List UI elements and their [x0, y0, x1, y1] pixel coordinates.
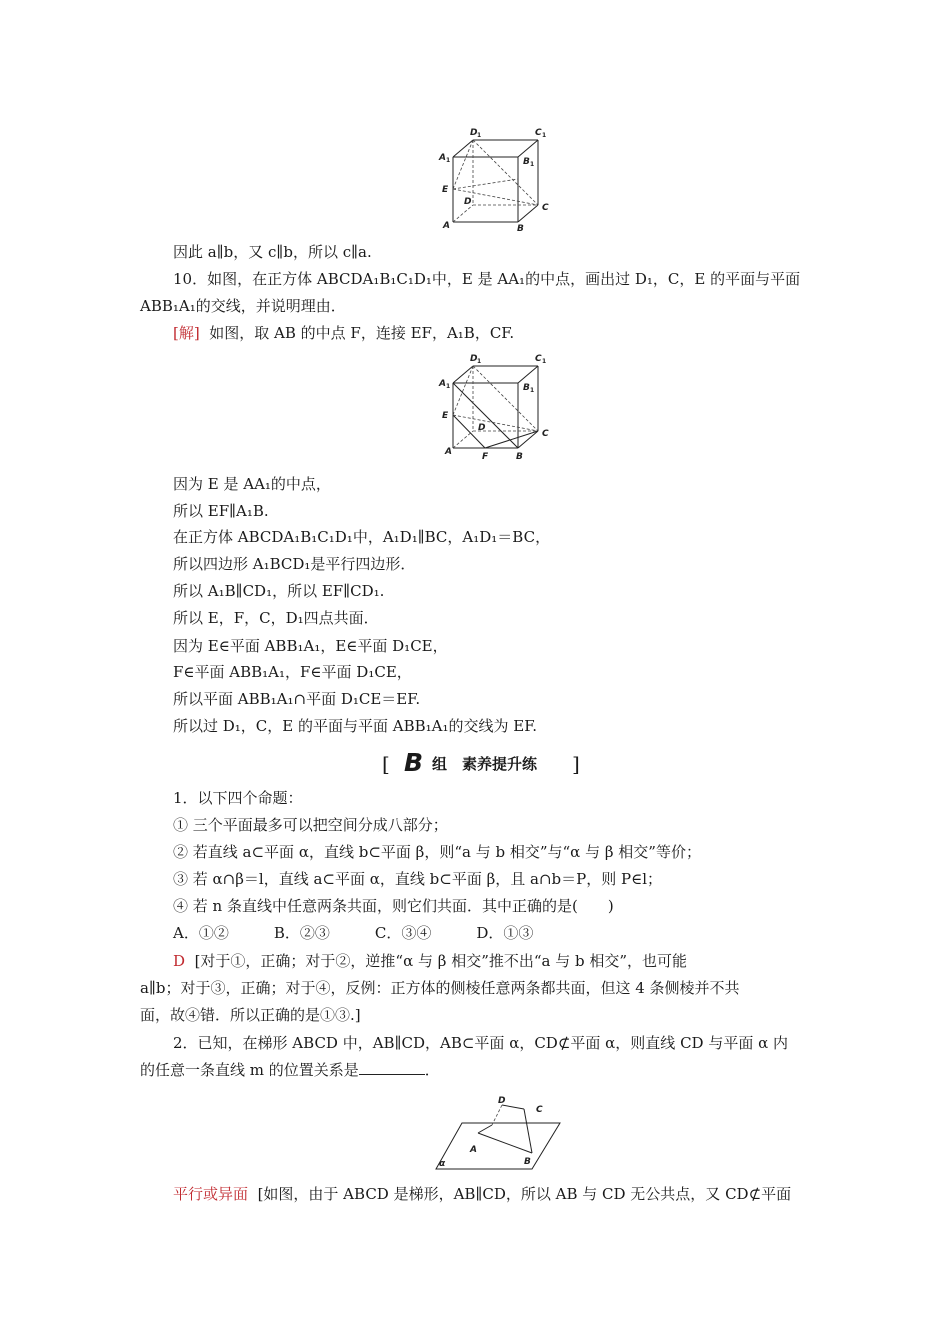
proposition-1: ① 三个平面最多可以把空间分成八部分；	[173, 816, 448, 834]
label-b: B	[517, 224, 524, 232]
proposition-2: ② 若直线 a⊂平面 α，直线 b⊂平面 β，则“a 与 b 相交”与“α 与 β 相交”等价；	[173, 843, 701, 861]
label-c: C	[542, 203, 549, 213]
label-alpha: α	[439, 1159, 446, 1169]
solution-tag: [解]	[173, 324, 200, 342]
svg-text:C: C	[535, 354, 542, 364]
svg-text:1: 1	[530, 161, 535, 168]
svg-text:B: B	[516, 452, 523, 460]
label-f: F	[482, 452, 489, 460]
svg-text:1: 1	[542, 358, 547, 365]
proof-line: 所以 EF∥A₁B.	[173, 502, 269, 520]
label-b: B	[524, 1157, 531, 1167]
svg-text:D: D	[470, 354, 478, 364]
label-d: D	[498, 1096, 506, 1106]
answer-blank	[359, 1060, 425, 1075]
label-a: A	[470, 1145, 477, 1155]
question-1-stem: 1．以下四个命题：	[173, 789, 303, 807]
svg-text:1: 1	[530, 387, 535, 394]
svg-text:E: E	[442, 411, 449, 421]
svg-text:1: 1	[542, 132, 547, 139]
section-title: 组 素养提升练	[432, 755, 538, 773]
section-heading: [ B 组 素养提升练 ]	[382, 748, 580, 777]
proposition-4: ④ 若 n 条直线中任意两条共面，则它们共面．其中正确的是( )	[173, 897, 614, 915]
svg-text:1: 1	[446, 383, 451, 390]
answer-choices: A．①② B．②③ C．③④ D．①③	[173, 924, 534, 942]
question-10-line-2: ABB₁A₁的交线，并说明理由．	[140, 297, 346, 315]
plane-trapezoid-figure	[432, 1095, 567, 1175]
proof-line: 因为 E∈平面 ABB₁A₁，E∈平面 D₁CE，	[173, 637, 448, 655]
proof-line: 所以平面 ABB₁A₁∩平面 D₁CE＝EF.	[173, 690, 421, 708]
svg-text:A: A	[439, 379, 446, 389]
label-b1: B	[523, 157, 530, 167]
proof-line: 所以 A₁B∥CD₁，所以 EF∥CD₁.	[173, 582, 385, 600]
svg-text:A: A	[445, 447, 452, 457]
label-c1: C	[535, 128, 542, 138]
answer-2-line: 平行或异面 [如图，由于 ABCD 是梯形，AB∥CD，所以 AB 与 CD 无公共点，又 CD⊄平面	[173, 1185, 792, 1203]
cube-figure-2	[430, 350, 555, 460]
label-d1: D	[470, 128, 478, 138]
label-c: C	[536, 1105, 543, 1115]
label-d: D	[464, 197, 472, 207]
proof-line: F∈平面 ABB₁A₁，F∈平面 D₁CE，	[173, 663, 412, 681]
proof-line: 因为 E 是 AA₁的中点，	[173, 475, 331, 493]
answer-2-text: 平行或异面	[173, 1185, 249, 1203]
label-a: A	[443, 221, 450, 231]
question-10-line-1: 10．如图，在正方体 ABCDA₁B₁C₁D₁中，E 是 AA₁的中点，画出过 D₁，C，E 的平面与平面	[173, 270, 801, 288]
svg-text:1: 1	[477, 358, 482, 365]
proof-line: 所以四边形 A₁BCD₁是平行四边形．	[173, 555, 416, 573]
proof-line: 所以 E，F，C，D₁四点共面．	[173, 609, 379, 627]
proposition-3: ③ 若 α∩β＝l，直线 a⊂平面 α，直线 b⊂平面 β，且 a∩b＝P，则 P∈l；	[173, 870, 662, 888]
proof-line: 所以过 D₁，C，E 的平面与平面 ABB₁A₁的交线为 EF.	[173, 717, 538, 735]
proof-line: 在正方体 ABCDA₁B₁C₁D₁中，A₁D₁∥BC，A₁D₁＝BC，	[173, 528, 551, 546]
svg-text:C: C	[542, 429, 549, 439]
cube-figure-1	[430, 124, 555, 232]
svg-text:D: D	[478, 423, 486, 433]
question-2-line-1: 2．已知，在梯形 ABCD 中，AB∥CD，AB⊂平面 α，CD⊄平面 α，则直线 CD 与平面 α 内	[173, 1034, 789, 1052]
answer-1-line-1: D [对于①，正确；对于②，逆推“α 与 β 相交”推不出“a 与 b 相交”，也可能	[173, 952, 688, 970]
section-letter: B	[404, 748, 424, 777]
answer-1-letter: D	[173, 952, 186, 970]
answer-1-line-2: a∥b；对于③，正确；对于④，反例：正方体的侧棱任意两条都共面，但这 4 条侧棱并不共	[140, 979, 740, 997]
svg-text:1: 1	[477, 132, 482, 139]
label-e: E	[442, 185, 449, 195]
svg-text:1: 1	[446, 157, 451, 164]
text-line: 因此 a∥b，又 c∥b，所以 c∥a.	[173, 243, 372, 261]
solution-intro	[173, 323, 514, 343]
label-a1: A	[439, 153, 446, 163]
svg-text:B: B	[523, 383, 530, 393]
solution-text: 如图，取 AB 的中点 F，连接 EF，A₁B，CF.	[209, 324, 515, 342]
answer-1-line-3: 面，故④错．所以正确的是①③.]	[140, 1006, 361, 1024]
question-2-line-2: 的任意一条直线 m 的位置关系是 ．	[140, 1061, 440, 1079]
